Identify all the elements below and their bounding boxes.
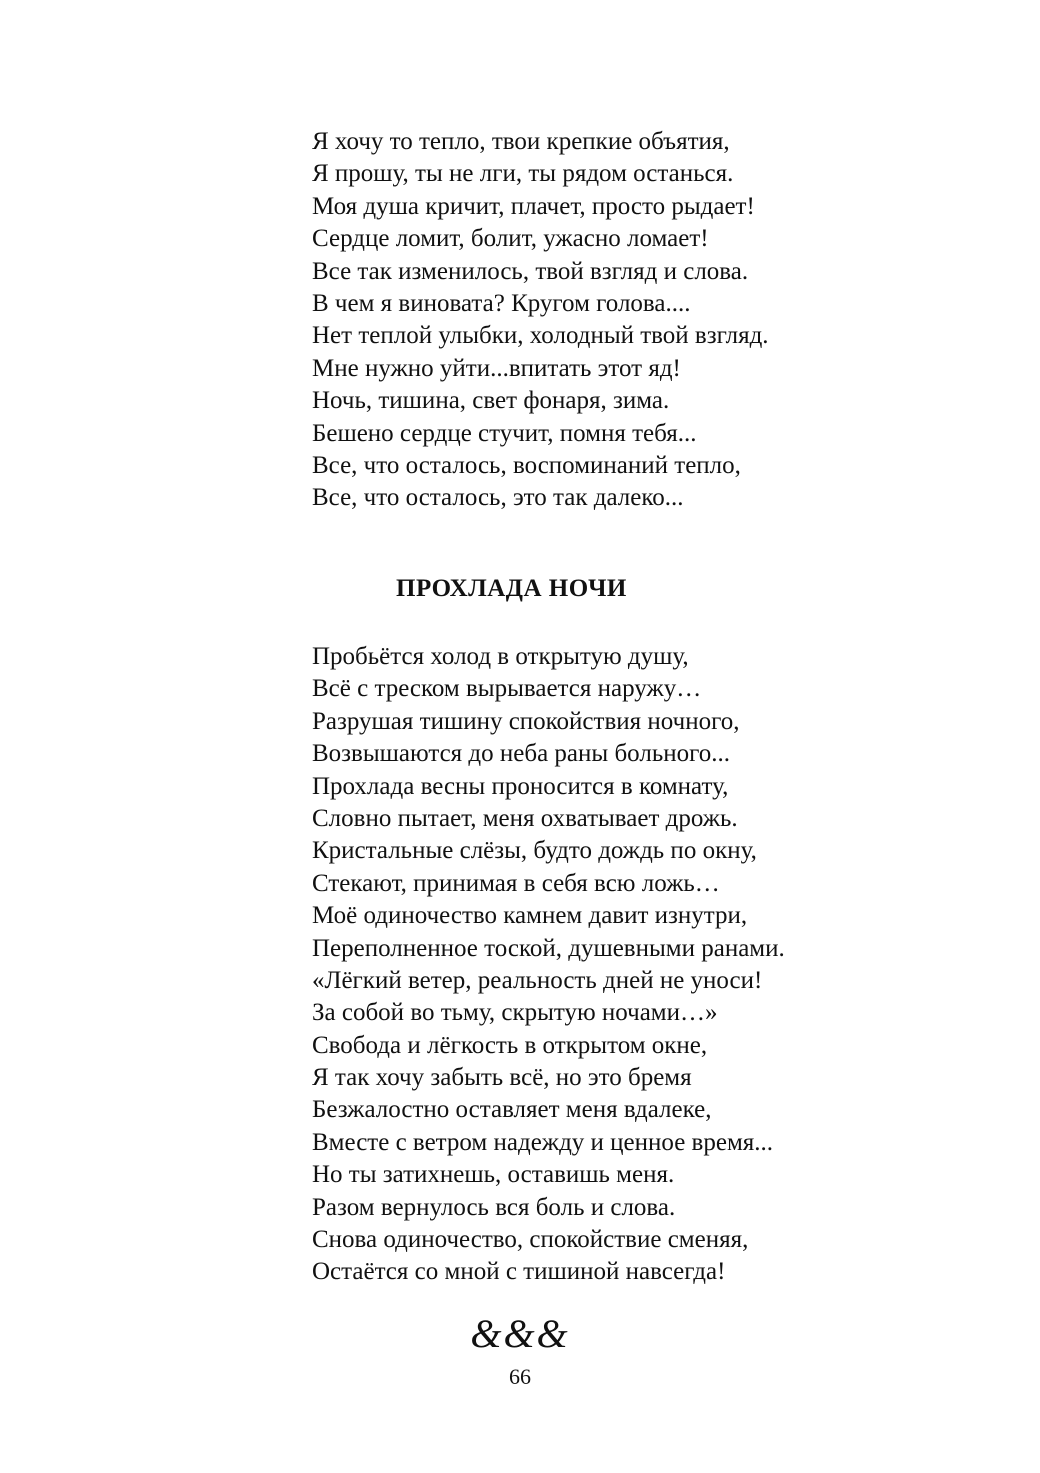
- poem-line: Остаётся со мной с тишиной навсегда!: [312, 1258, 726, 1286]
- poem-1-stanza: [312, 126, 952, 515]
- poem-line: Разрушая тишину спокойствия ночного,: [312, 707, 740, 735]
- poem-line: Но ты затихнешь, оставишь меня.: [312, 1161, 675, 1189]
- poem-line: Ночь, тишина, свет фонаря, зима.: [312, 387, 670, 415]
- poem-line: Всё с треском вырывается наружу…: [312, 675, 702, 703]
- poem-2-stanza: [312, 641, 952, 1289]
- poem-line: Моя душа кричит, плачет, просто рыдает!: [312, 192, 755, 220]
- poem-line: Стекают, принимая в себя всю ложь…: [312, 869, 720, 897]
- poem-line: Все, что осталось, это так далеко...: [312, 484, 684, 512]
- poem-line: Мне нужно уйти...впитать этот яд!: [312, 354, 681, 382]
- section-separator: &&&: [470, 1311, 570, 1356]
- poem-line: Возвышаются до неба раны больного...: [312, 740, 730, 768]
- poem-line: Словно пытает, меня охватывает дрожь.: [312, 804, 738, 832]
- poem-line: Свобода и лёгкость в открытом окне,: [312, 1031, 708, 1059]
- poem-line: Разом вернулось вся боль и слова.: [312, 1193, 676, 1221]
- poem-line: Пробьётся холод в открытую душу,: [312, 643, 689, 670]
- poem-line: Я так хочу забыть всё, но это бремя: [312, 1064, 692, 1092]
- poem-line: Безжалостно оставляет меня вдалеке,: [312, 1096, 712, 1124]
- poem-line: В чем я виновата? Кругом голова....: [312, 289, 691, 317]
- poem-line: Моё одиночество камнем давит изнутри,: [312, 902, 748, 930]
- poem-line: Сердце ломит, болит, ужасно ломает!: [312, 225, 709, 253]
- page-number: 66: [509, 1364, 531, 1389]
- poem-line: Кристальные слёзы, будто дождь по окну,: [312, 837, 757, 865]
- poem-line: За собой во тьму, скрытую ночами…»: [312, 999, 718, 1027]
- poem-2-title: ПРОХЛАДА НОЧИ: [396, 575, 627, 602]
- poem-line: «Лёгкий ветер, реальность дней не уноси!: [312, 966, 763, 994]
- poem-line: Нет теплой улыбки, холодный твой взгляд.: [312, 322, 769, 350]
- poem-line: Я прошу, ты не лги, ты рядом останься.: [312, 160, 734, 188]
- poem-line: Вместе с ветром надежду и ценное время...: [312, 1128, 774, 1156]
- poem-line: Бешено сердце стучит, помня тебя...: [312, 419, 697, 447]
- poem-line: Все, что осталось, воспоминаний тепло,: [312, 451, 741, 479]
- poem-line: Я хочу то тепло, твои крепкие объятия,: [312, 128, 730, 155]
- poem-line: Прохлада весны проносится в комнату,: [312, 772, 729, 800]
- poem-line: Снова одиночество, спокойствие сменяя,: [312, 1226, 749, 1254]
- poem-line: Переполненное тоской, душевными ранами.: [312, 934, 785, 962]
- poem-line: Все так изменилось, твой взгляд и слова.: [312, 257, 749, 285]
